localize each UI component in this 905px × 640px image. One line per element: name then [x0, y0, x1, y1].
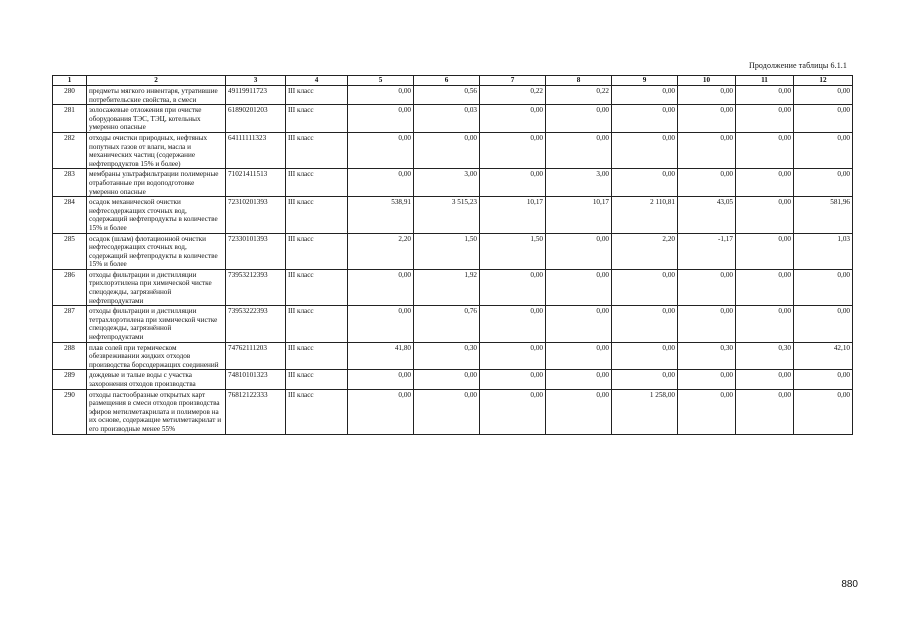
- fkko-code: 49119911723: [226, 86, 286, 105]
- waste-name: плав солей при термическом обезвреживании жидких отходов производства борсодержащих соединений: [87, 342, 226, 370]
- value-col-11: 0,00: [736, 269, 794, 305]
- table-row: [53, 389, 853, 434]
- value-col-11: 0,00: [736, 169, 794, 197]
- row-number: 287: [53, 306, 87, 342]
- fkko-code: 76812122333: [226, 389, 286, 434]
- value-col-11: 0,00: [736, 370, 794, 389]
- value-col-5: 0,00: [348, 169, 414, 197]
- value-col-9: 2,20: [612, 233, 678, 269]
- waste-name: отходы фильтрации и дистилляции тетрахлорэтилена при химической чистке спецодежды, загрязнённой нефтепродуктами: [87, 306, 226, 342]
- value-col-12: 0,00: [794, 269, 853, 305]
- value-col-10: 0,00: [678, 132, 736, 168]
- value-col-11: 0,00: [736, 86, 794, 105]
- hazard-class: III класс: [286, 86, 348, 105]
- value-col-6: 0,76: [414, 306, 480, 342]
- value-col-7: 0,00: [480, 132, 546, 168]
- waste-name: дождевые и талые воды с участка захоронения отходов производства: [87, 370, 226, 389]
- row-number: 283: [53, 169, 87, 197]
- table-row: [53, 342, 853, 370]
- table-caption: Продолжение таблицы 6.1.1: [748, 61, 847, 70]
- value-col-9: 0,00: [612, 132, 678, 168]
- column-header-4: 4: [286, 76, 348, 86]
- column-header-12: 12: [794, 76, 853, 86]
- value-col-12: 0,00: [794, 86, 853, 105]
- value-col-6: 0,00: [414, 370, 480, 389]
- waste-name: осадок механической очистки нефтесодержащих сточных вод, содержащий нефтепродукты в количестве 15% и более: [87, 197, 226, 233]
- value-col-11: 0,00: [736, 197, 794, 233]
- value-col-5: 538,91: [348, 197, 414, 233]
- value-col-6: 0,56: [414, 86, 480, 105]
- value-col-12: 0,00: [794, 169, 853, 197]
- value-col-12: 0,00: [794, 132, 853, 168]
- value-col-10: 43,05: [678, 197, 736, 233]
- hazard-class: III класс: [286, 342, 348, 370]
- value-col-6: 0,03: [414, 105, 480, 133]
- waste-name: отходы фильтрации и дистилляции трихлорэтилена при химической чистке спецодежды, загрязнённой нефтепродуктами: [87, 269, 226, 305]
- value-col-7: 0,00: [480, 342, 546, 370]
- column-header-11: 11: [736, 76, 794, 86]
- row-number: 285: [53, 233, 87, 269]
- table-body: [53, 86, 853, 435]
- value-col-10: 0,00: [678, 306, 736, 342]
- value-col-7: 0,00: [480, 169, 546, 197]
- value-col-5: 0,00: [348, 370, 414, 389]
- value-col-6: 1,50: [414, 233, 480, 269]
- value-col-8: 0,00: [546, 306, 612, 342]
- value-col-11: 0,00: [736, 306, 794, 342]
- fkko-code: 72330101393: [226, 233, 286, 269]
- table-row: [53, 132, 853, 168]
- table-row: [53, 269, 853, 305]
- row-number: 284: [53, 197, 87, 233]
- value-col-7: 0,00: [480, 306, 546, 342]
- value-col-5: 0,00: [348, 86, 414, 105]
- hazard-class: III класс: [286, 105, 348, 133]
- waste-name: отходы пастообразные открытых карт размещения в смеси отходов производства эфиров метилметакрилата и полимеров на их основе, содержащие метилметакрилат и его производные менее 55%: [87, 389, 226, 434]
- value-col-6: 3,00: [414, 169, 480, 197]
- value-col-5: 2,20: [348, 233, 414, 269]
- hazard-class: III класс: [286, 306, 348, 342]
- fkko-code: 72310201393: [226, 197, 286, 233]
- value-col-7: 0,00: [480, 370, 546, 389]
- fkko-code: 73953222393: [226, 306, 286, 342]
- value-col-12: 1,03: [794, 233, 853, 269]
- value-col-11: 0,00: [736, 132, 794, 168]
- value-col-11: 0,00: [736, 389, 794, 434]
- hazard-class: III класс: [286, 370, 348, 389]
- column-header-5: 5: [348, 76, 414, 86]
- column-header-7: 7: [480, 76, 546, 86]
- value-col-7: 0,22: [480, 86, 546, 105]
- value-col-6: 0,00: [414, 132, 480, 168]
- table-row: [53, 370, 853, 389]
- value-col-11: 0,00: [736, 233, 794, 269]
- hazard-class: III класс: [286, 132, 348, 168]
- value-col-11: 0,00: [736, 105, 794, 133]
- value-col-9: 0,00: [612, 269, 678, 305]
- value-col-8: 0,00: [546, 269, 612, 305]
- table-row: [53, 86, 853, 105]
- value-col-9: 2 110,81: [612, 197, 678, 233]
- fkko-code: 74810101323: [226, 370, 286, 389]
- table-header-row: [53, 76, 853, 86]
- column-header-8: 8: [546, 76, 612, 86]
- value-col-12: 581,96: [794, 197, 853, 233]
- row-number: 288: [53, 342, 87, 370]
- value-col-12: 0,00: [794, 370, 853, 389]
- value-col-6: 0,00: [414, 389, 480, 434]
- value-col-7: 10,17: [480, 197, 546, 233]
- value-col-6: 3 515,23: [414, 197, 480, 233]
- value-col-7: 0,00: [480, 269, 546, 305]
- value-col-8: 0,00: [546, 105, 612, 133]
- table-row: [53, 105, 853, 133]
- column-header-6: 6: [414, 76, 480, 86]
- value-col-5: 0,00: [348, 389, 414, 434]
- hazard-class: III класс: [286, 233, 348, 269]
- hazard-class: III класс: [286, 389, 348, 434]
- waste-name: золосажевые отложения при очистке оборудования ТЭС, ТЭЦ, котельных умеренно опасные: [87, 105, 226, 133]
- value-col-7: 1,50: [480, 233, 546, 269]
- value-col-9: 0,00: [612, 306, 678, 342]
- value-col-9: 0,00: [612, 342, 678, 370]
- value-col-11: 0,30: [736, 342, 794, 370]
- waste-name: отходы очистки природных, нефтяных попутных газов от влаги, масла и механических частиц (содержание нефтепродуктов 15% и более): [87, 132, 226, 168]
- value-col-5: 0,00: [348, 269, 414, 305]
- value-col-8: 0,00: [546, 233, 612, 269]
- column-header-9: 9: [612, 76, 678, 86]
- value-col-8: 0,00: [546, 132, 612, 168]
- value-col-8: 0,00: [546, 370, 612, 389]
- value-col-12: 0,00: [794, 306, 853, 342]
- hazard-class: III класс: [286, 197, 348, 233]
- column-header-2: 2: [87, 76, 226, 86]
- value-col-6: 1,92: [414, 269, 480, 305]
- value-col-5: 0,00: [348, 132, 414, 168]
- page-number: 880: [841, 579, 858, 590]
- value-col-9: 0,00: [612, 370, 678, 389]
- value-col-10: 0,00: [678, 389, 736, 434]
- value-col-10: 0,00: [678, 269, 736, 305]
- value-col-10: 0,00: [678, 169, 736, 197]
- value-col-7: 0,00: [480, 105, 546, 133]
- value-col-10: -1,17: [678, 233, 736, 269]
- table-row: [53, 197, 853, 233]
- column-header-1: 1: [53, 76, 87, 86]
- value-col-9: 0,00: [612, 105, 678, 133]
- waste-name: осадок (шлам) флотационной очистки нефтесодержащих сточных вод, содержащий нефтепродукты в количестве 15% и более: [87, 233, 226, 269]
- value-col-5: 41,80: [348, 342, 414, 370]
- table-row: [53, 169, 853, 197]
- fkko-code: 71021411513: [226, 169, 286, 197]
- row-number: 290: [53, 389, 87, 434]
- fkko-code: 74762111203: [226, 342, 286, 370]
- waste-name: мембраны ультрафильтрации полимерные отработанные при водоподготовке умеренно опасные: [87, 169, 226, 197]
- row-number: 280: [53, 86, 87, 105]
- value-col-12: 0,00: [794, 105, 853, 133]
- hazard-class: III класс: [286, 269, 348, 305]
- value-col-12: 0,00: [794, 389, 853, 434]
- column-header-10: 10: [678, 76, 736, 86]
- row-number: 289: [53, 370, 87, 389]
- table-row: [53, 306, 853, 342]
- row-number: 286: [53, 269, 87, 305]
- value-col-8: 0,22: [546, 86, 612, 105]
- value-col-8: 0,00: [546, 342, 612, 370]
- value-col-7: 0,00: [480, 389, 546, 434]
- column-header-3: 3: [226, 76, 286, 86]
- row-number: 282: [53, 132, 87, 168]
- value-col-9: 0,00: [612, 86, 678, 105]
- value-col-12: 42,10: [794, 342, 853, 370]
- value-col-10: 0,00: [678, 105, 736, 133]
- value-col-5: 0,00: [348, 306, 414, 342]
- waste-table: [52, 75, 853, 435]
- table-row: [53, 233, 853, 269]
- row-number: 281: [53, 105, 87, 133]
- waste-name: предметы мягкого инвентаря, утратившие потребительские свойства, в смеси: [87, 86, 226, 105]
- value-col-10: 0,00: [678, 86, 736, 105]
- value-col-6: 0,30: [414, 342, 480, 370]
- value-col-10: 0,00: [678, 370, 736, 389]
- hazard-class: III класс: [286, 169, 348, 197]
- value-col-9: 0,00: [612, 169, 678, 197]
- value-col-10: 0,30: [678, 342, 736, 370]
- fkko-code: 61890201203: [226, 105, 286, 133]
- value-col-5: 0,00: [348, 105, 414, 133]
- fkko-code: 73953212393: [226, 269, 286, 305]
- value-col-8: 0,00: [546, 389, 612, 434]
- value-col-9: 1 258,00: [612, 389, 678, 434]
- fkko-code: 64111111323: [226, 132, 286, 168]
- value-col-8: 3,00: [546, 169, 612, 197]
- value-col-8: 10,17: [546, 197, 612, 233]
